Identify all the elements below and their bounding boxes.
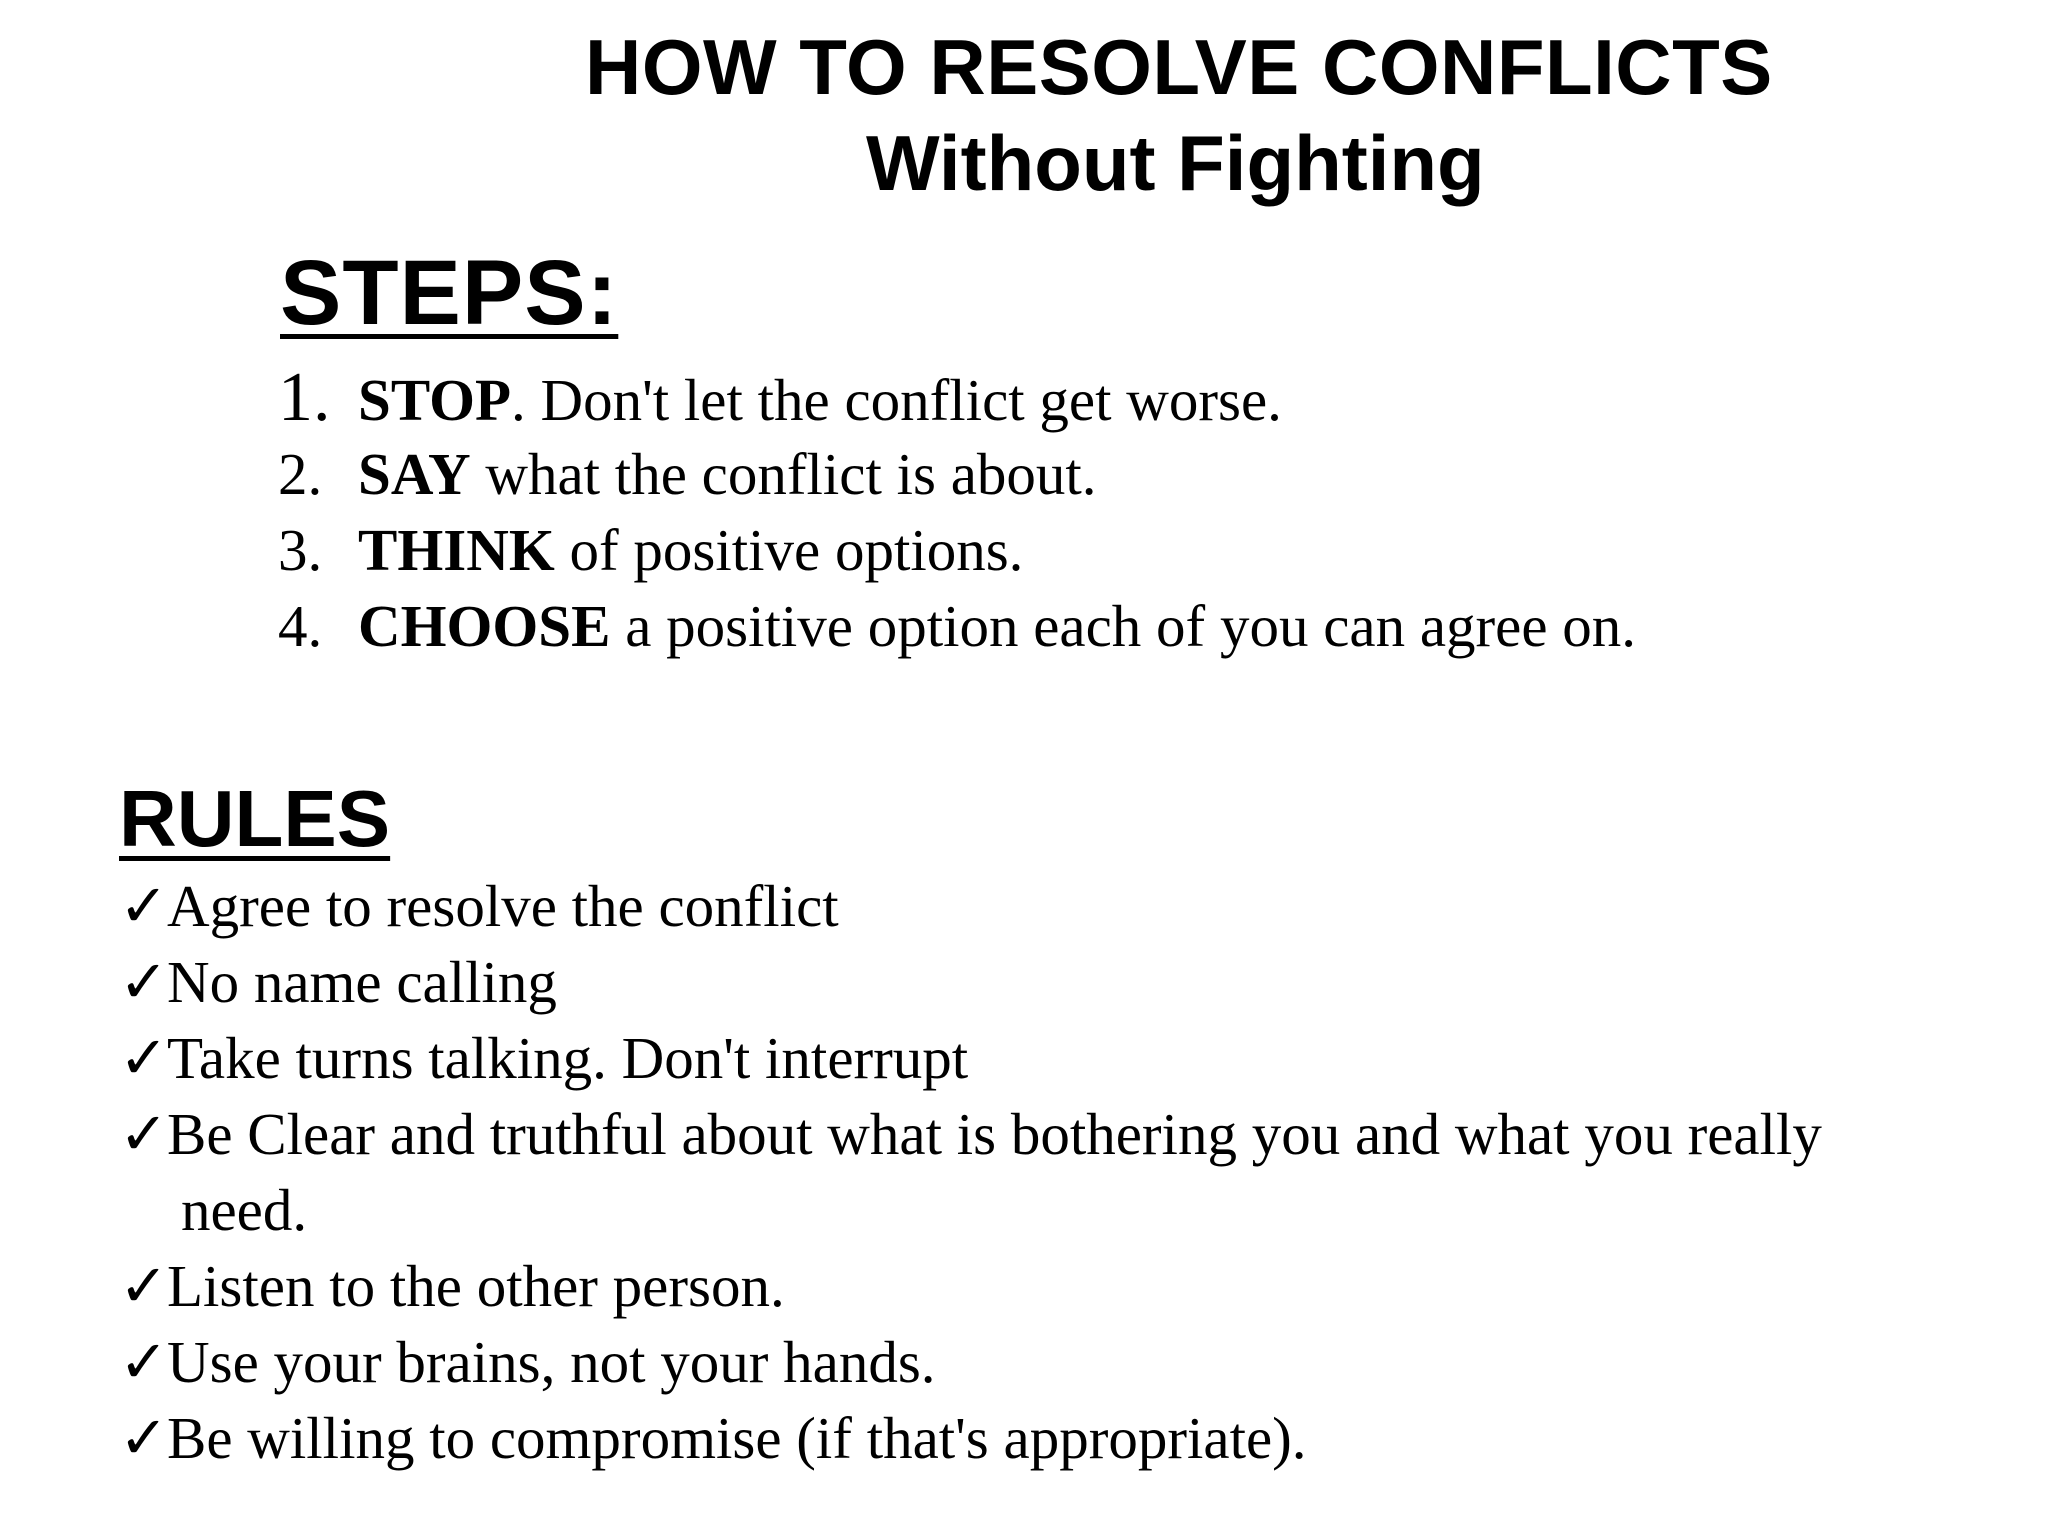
rule-text: No name calling xyxy=(167,949,557,1015)
rule-item-5 xyxy=(119,1248,1822,1324)
step-keyword: STOP xyxy=(358,367,512,433)
step-item-3 xyxy=(278,512,1636,588)
steps-list xyxy=(278,360,1636,664)
steps-heading: STEPS: xyxy=(280,242,619,344)
checkmark-icon: ✓ xyxy=(119,949,169,1015)
checkmark-icon: ✓ xyxy=(119,1025,169,1091)
step-number: 2. xyxy=(278,441,323,507)
rule-item-6 xyxy=(119,1324,1822,1400)
rule-text: Be Clear and truthful about what is bothering you and what you really xyxy=(167,1101,1822,1167)
rule-text: Use your brains, not your hands. xyxy=(167,1329,936,1395)
step-keyword: SAY xyxy=(358,441,471,507)
checkmark-icon: ✓ xyxy=(119,1405,169,1471)
step-text: of positive options. xyxy=(554,517,1024,583)
checkmark-icon: ✓ xyxy=(119,1253,169,1319)
rule-item-1 xyxy=(119,868,1822,944)
rule-text: Take turns talking. Don't interrupt xyxy=(167,1025,969,1091)
step-keyword: THINK xyxy=(358,517,555,583)
rule-item-3 xyxy=(119,1020,1822,1096)
step-item-4 xyxy=(278,588,1636,664)
rule-item-4 xyxy=(119,1096,1822,1248)
rule-text: Listen to the other person. xyxy=(167,1253,785,1319)
rules-list xyxy=(119,868,1822,1476)
checkmark-icon: ✓ xyxy=(119,1329,169,1395)
title-line-main: HOW TO RESOLVE CONFLICTS xyxy=(585,23,1773,111)
step-number: 3. xyxy=(278,517,323,583)
step-item-2 xyxy=(278,436,1636,512)
step-text: a positive option each of you can agree on. xyxy=(610,593,1637,659)
step-number: 1. xyxy=(278,359,331,436)
rule-item-2 xyxy=(119,944,1822,1020)
rule-item-7 xyxy=(119,1400,1822,1476)
rule-text: Be willing to compromise (if that's appropriate). xyxy=(167,1405,1307,1471)
checkmark-icon: ✓ xyxy=(119,1101,169,1167)
rules-heading: RULES xyxy=(119,774,391,863)
step-number: 4. xyxy=(278,593,323,659)
step-keyword: CHOOSE xyxy=(358,593,611,659)
rule-text-continuation: need. xyxy=(181,1177,308,1243)
rule-text: Agree to resolve the conflict xyxy=(167,873,839,939)
checkmark-icon: ✓ xyxy=(119,873,169,939)
title-line-subtitle: Without Fighting xyxy=(866,119,1485,207)
step-item-1 xyxy=(278,360,1636,436)
step-text: . Don't let the conflict get worse. xyxy=(511,367,1282,433)
step-text: what the conflict is about. xyxy=(470,441,1097,507)
